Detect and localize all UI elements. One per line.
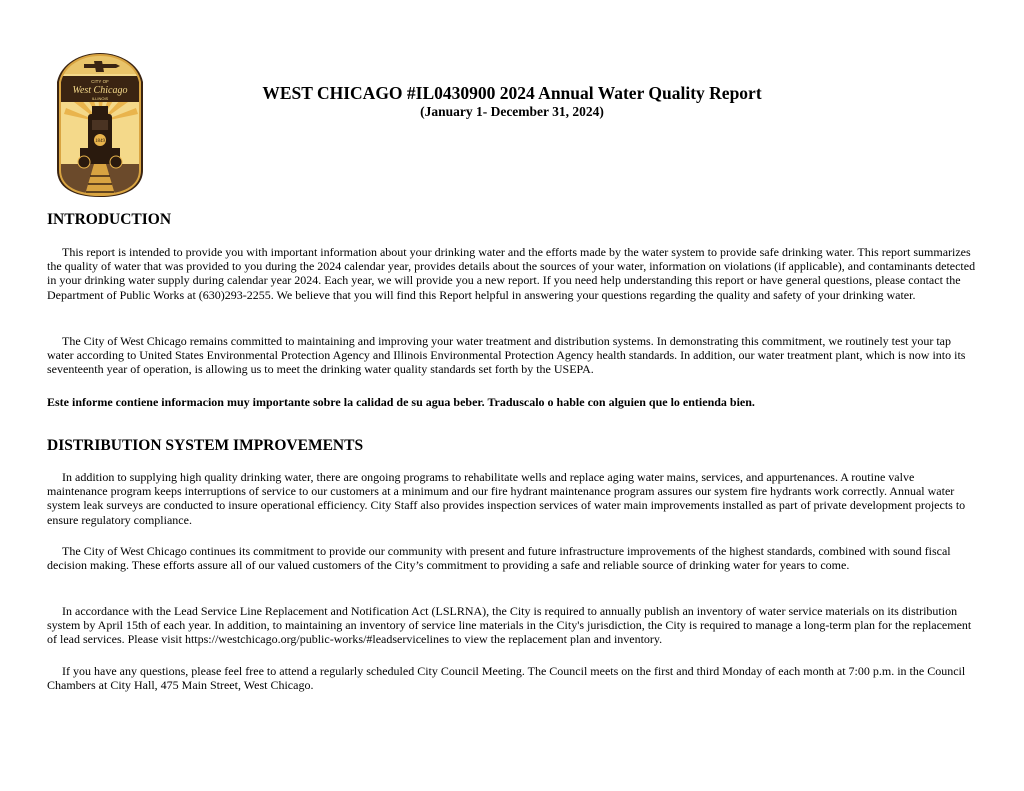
report-date-range: (January 1- December 31, 2024) [420, 104, 604, 119]
distribution-paragraph: The City of West Chicago continues its commitment to provide our community with present and future infrastructure improvements of the highest standards, combined with sound fiscal decision making. These efforts assure all of our valued customers of the City’s commitment to providing a safe and reliable source of drinking water for years to come. [47, 544, 951, 573]
logo-year: 1849 [95, 139, 105, 144]
distribution-heading: DISTRIBUTION SYSTEM IMPROVEMENTS [47, 437, 364, 454]
report-title-block [200, 83, 824, 120]
logo-city-name: West Chicago [72, 85, 128, 96]
report-title: WEST CHICAGO #IL0430900 2024 Annual Water Quality Report [262, 83, 762, 103]
distribution-paragraph: In addition to supplying high quality drinking water, there are ongoing programs to rehabilitate wells and replace aging water mains, services, and appurtenances. A routine valve maintenance program keeps interruptions of service to our customers at a minimum and our fire hydrant maintenance program assures our system fire hydrants work correctly. Annual water system leak surveys are conducted to insure operational efficiency. City Staff also provides inspection services of water main improvements installed as part of private development projects to ensure regulatory compliance. [47, 470, 966, 527]
logo-bottom-text: ILLINOIS [91, 96, 109, 101]
logo-top-text: CITY OF [91, 79, 109, 84]
introduction-heading: INTRODUCTION [47, 211, 172, 228]
spanish-notice: Este informe contiene informacion muy importante sobre la calidad de su agua beber. Traduscalo o hable con alguien que lo entienda bien. [47, 395, 755, 409]
lead-service-paragraph: In accordance with the Lead Service Line Replacement and Notification Act (LSLRNA), the City is required to annually publish an inventory of water service materials on its distribution system by April 15th of each year. In addition, to maintaining an inventory of service line materials in the City's jurisdiction, the City is required to manage a long-term plan for the replacement of lead services. Please visit https://westchicago.org/public-works/#leadservicelines to view the replacement plan and inventory. [47, 604, 972, 647]
intro-paragraph: The City of West Chicago remains committed to maintaining and improving your water treatment and distribution systems. In demonstrating this commitment, we routinely test your tap water according to United States Environmental Protection Agency and Illinois Environmental Protection Agency health standards. In addition, our water treatment plant, which is now into its seventeenth year of operation, is allowing us to meet the drinking water quality standards set forth by the USEPA. [47, 334, 966, 377]
intro-paragraph: This report is intended to provide you with important information about your drinking water and the efforts made by the water system to provide safe drinking water. This report summarizes the quality of water that was provided to you during the 2024 calendar year, provides details about the sources of your water, information on violations (if applicable), and contaminants detected in your drinking water supply during calendar year 2024. Each year, we will provide you a new report. If you need help understanding this report or have general questions, please contact the Department of Public Works at (630)293-2255. We believe that you will find this Report helpful in answering your questions regarding the quality and safety of your drinking water. [47, 245, 976, 302]
council-meeting-paragraph: If you have any questions, please feel free to attend a regularly scheduled City Council Meeting. The Council meets on the first and third Monday of each month at 7:00 p.m. in the Council Chambers at City Hall, 475 Main Street, West Chicago. [47, 664, 966, 693]
west-chicago-logo [54, 52, 146, 198]
